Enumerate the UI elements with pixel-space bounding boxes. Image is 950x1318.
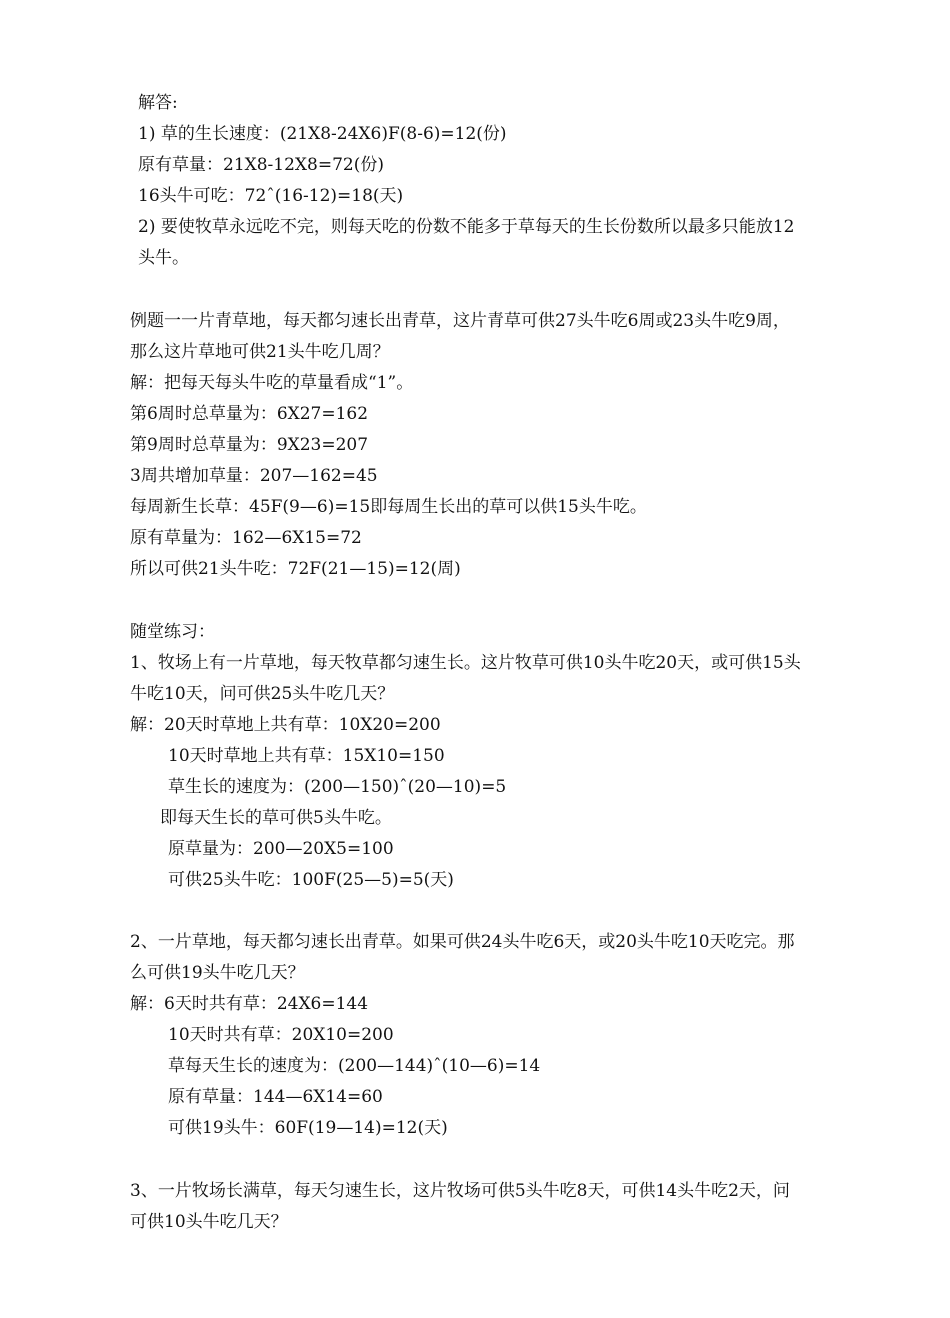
q3-line-1: 3、一片牧场长满草，每天匀速生长，这片牧场可供5头牛吃8天，可供14头牛吃2天，问	[130, 1181, 790, 1201]
example-line-1: 例题一一片青草地，每天都匀速长出青草，这片青草可供27头牛吃6周或23头牛吃9周，	[130, 311, 790, 331]
answer-line-4: 2) 要使牧草永远吃不完，则每天吃的份数不能多于草每天的生长份数所以最多只能放12	[138, 217, 795, 237]
q2-line-3: 解：6天时共有草：24X6=144	[130, 994, 369, 1014]
q2-line-2: 么可供19头牛吃几天？	[130, 963, 305, 983]
q1-line-3: 解：20天时草地上共有草：10X20=200	[130, 715, 441, 735]
answer-title: 解答:	[138, 93, 178, 113]
answer-line-1: 1) 草的生长速度：(21X8-24X6)F(8-6)=12(份)	[138, 124, 507, 144]
q1-line-2: 牛吃10天，问可供25头牛吃几天？	[130, 684, 395, 704]
example-line-9: 所以可供21头牛吃：72F(21—15)=12(周)	[130, 559, 461, 579]
example-line-4: 第6周时总草量为：6X27=162	[130, 404, 369, 424]
answer-line-2: 原有草量：21X8-12X8=72(份)	[138, 155, 384, 175]
example-line-7: 每周新生长草：45F(9—6)=15即每周生长出的草可以供15头牛吃。	[130, 497, 647, 517]
example-line-6: 3周共增加草量：207—162=45	[130, 466, 378, 486]
q2-line-1: 2、一片草地，每天都匀速长出青草。如果可供24头牛吃6天，或20头牛吃10天吃完。那	[130, 932, 795, 952]
answer-line-3: 16头牛可吃：72ˆ(16-12)=18(天)	[138, 186, 404, 206]
example-line-5: 第9周时总草量为：9X23=207	[130, 435, 369, 455]
q1-line-7: 原草量为：200—20X5=100	[168, 839, 394, 859]
q2-line-7: 可供19头牛：60F(19—14)=12(天)	[168, 1118, 448, 1138]
practice-title: 随堂练习：	[130, 622, 215, 642]
q2-line-5: 草每天生长的速度为：(200—144)ˆ(10—6)=14	[168, 1056, 541, 1076]
example-line-3: 解：把每天每头牛吃的草量看成“1”。	[130, 373, 414, 393]
example-line-8: 原有草量为：162—6X15=72	[130, 528, 362, 548]
q1-line-5: 草生长的速度为：(200—150)ˆ(20—10)=5	[168, 777, 507, 797]
example-line-2: 那么这片草地可供21头牛吃几周？	[130, 342, 390, 362]
q1-line-4: 10天时草地上共有草：15X10=150	[168, 746, 445, 766]
q1-line-1: 1、牧场上有一片草地，每天牧草都匀速生长。这片牧草可供10头牛吃20天，或可供15头	[130, 653, 801, 673]
q2-line-4: 10天时共有草：20X10=200	[168, 1025, 394, 1045]
q1-line-6: 即每天生长的草可供5头牛吃。	[160, 808, 392, 828]
q3-line-2: 可供10头牛吃几天？	[130, 1212, 288, 1232]
answer-line-5: 头牛。	[138, 248, 189, 268]
q1-line-8: 可供25头牛吃：100F(25—5)=5(天)	[168, 870, 454, 890]
q2-line-6: 原有草量：144—6X14=60	[168, 1087, 383, 1107]
